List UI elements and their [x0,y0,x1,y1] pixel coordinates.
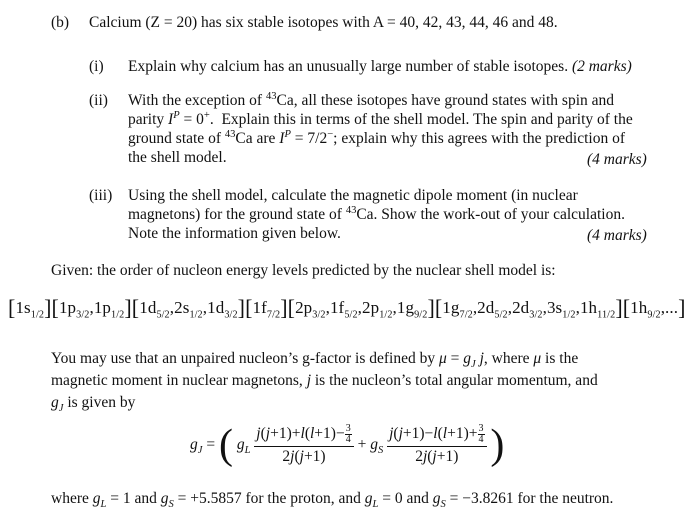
gfactor-line1: You may use that an unpaired nucleon’s g-factor is defined by $\mu = g_J$ j, where μ is the [51,350,579,371]
part-label: (b) [51,14,70,31]
q1-label: (i) [89,58,104,75]
gj-formula: $g_J$ = ( $g_L$ j(j+1)+l(l+1)− $\frac{3}{4}$ 2j(j+1) + $g_S$ j(j+1)−l(l+1)+ $\frac{3}{4}$ 2j(j+1) ) [190,422,505,468]
part-intro: Calcium (Z = 20) has six stable isotopes with A = 40, 42, 43, 44, 46 and 48. [89,14,558,31]
q3-label: (iii) [89,187,113,204]
q2-line3: ground state of $^{43}$Ca are $I^P = 7/2^-$; explain why this agrees with the prediction of [128,128,625,147]
q1-text: Explain why calcium has an unusually large number of stable isotopes. (2 marks) [128,58,632,75]
q2-marks: (4 marks) [587,151,647,168]
q1-marks: (2 marks) [571,58,632,75]
q3-line3: Note the information given below. [128,225,341,242]
where-line: where $g_L = 1$ and $g_S = +5.5857$ for the proton, and $g_L = 0$ and $g_S = -3.8261$ for the neutron. [51,490,614,511]
q3-line1: Using the shell model, calculate the magnetic dipole moment (in nuclear [128,187,578,204]
q2-label: (ii) [89,92,108,109]
shell-sequence: $[1s_{1/2}][1p_{3/2},1p_{1/2}][1d_{5/2},2s_{1/2},1d_{3/2}][1f_{7/2}][2p_{3/2},1f_{5/2},2p_{1/2},1g_{9/2}][1g_{7/2},2d_{5/2},2d_{3/2},3s_{1/2},1h_{11/2}][1h_{9/2},...]$ [8,295,686,321]
q2-line4: the shell model. [128,149,227,166]
q2-line1: With the exception of $^{43}$Ca, all these isotopes have ground states with spin and [128,90,615,109]
gfactor-line2: magnetic moment in nuclear magnetons, j is the nucleon’s total angular momentum, and [51,372,598,389]
q2-line2: parity $I^P = 0^+$. Explain this in terms of the shell model. The spin and parity of the [128,109,633,128]
q3-marks: (4 marks) [587,227,647,244]
gfactor-line3: $g_J$ is given by [51,394,136,415]
q3-line2: magnetons) for the ground state of $^{43}$Ca. Show the work-out of your calculation. [128,204,625,223]
given-text: Given: the order of nucleon energy levels predicted by the nuclear shell model is: [51,262,556,279]
